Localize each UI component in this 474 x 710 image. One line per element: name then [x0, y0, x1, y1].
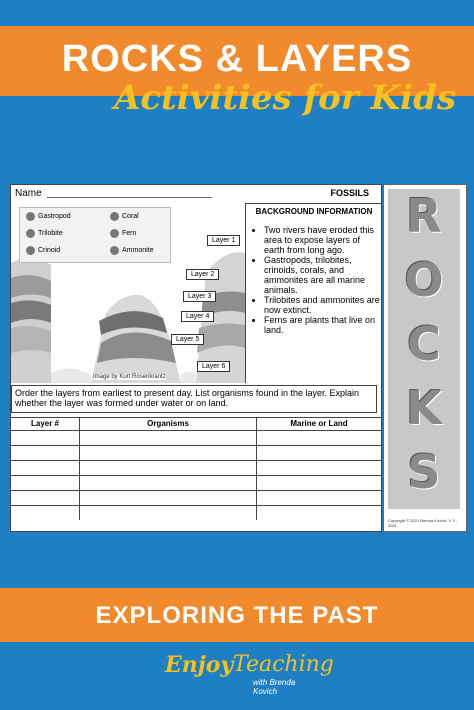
- table-header-row: [11, 417, 381, 431]
- gastropod-icon: [26, 212, 35, 221]
- bottom-title: EXPLORING THE PAST: [95, 602, 379, 629]
- logo-byline: with Brenda Kovich: [253, 678, 296, 696]
- table-row[interactable]: [11, 476, 381, 491]
- legend-coral: Coral: [110, 212, 139, 221]
- crinoid-icon: [26, 246, 35, 255]
- ammonite-icon: [110, 246, 119, 255]
- logo-word-enjoy: Enjoy: [165, 652, 234, 678]
- page-title: ROCKS & LAYERS: [61, 38, 413, 80]
- rocks-panel: [383, 184, 467, 532]
- header-organisms: Organisms: [80, 418, 257, 430]
- rocks-letter: O: [404, 253, 444, 307]
- trilobite-icon: [26, 229, 35, 238]
- page-subtitle: Activities for Kids: [113, 78, 456, 118]
- rocks-letter: S: [407, 445, 441, 499]
- layer-label-2: Layer 2: [186, 269, 219, 280]
- background-point: • Ferns are plants that live on land.: [264, 315, 381, 335]
- table-row[interactable]: [11, 431, 381, 446]
- table-row[interactable]: [11, 491, 381, 506]
- table-row[interactable]: [11, 506, 381, 520]
- rocks-letter: R: [406, 189, 442, 243]
- header-layer: Layer #: [11, 418, 80, 430]
- legend-gastropod: Gastropod: [26, 212, 71, 221]
- fossil-legend: [19, 207, 171, 263]
- name-line: [47, 197, 212, 198]
- legend-trilobite: Trilobite: [26, 229, 63, 238]
- layer-label-3: Layer 3: [183, 291, 216, 302]
- background-title: BACKGROUND INFORMATION: [255, 207, 373, 216]
- header-marine-land: Marine or Land: [290, 419, 348, 428]
- name-row: [11, 185, 381, 204]
- worksheet: [10, 184, 382, 532]
- rocks-letters: [388, 189, 460, 509]
- table-row[interactable]: [11, 446, 381, 461]
- legend-crinoid: Crinoid: [26, 246, 60, 255]
- fern-icon: [110, 229, 119, 238]
- bottom-banner: [0, 588, 474, 642]
- logo-word-teaching: Teaching: [233, 652, 334, 677]
- layer-label-4: Layer 4: [181, 311, 214, 322]
- legend-fern: Fern: [110, 229, 136, 238]
- background-list: [247, 225, 381, 335]
- image-credit: Image by Kurt Rosenkrantz: [93, 374, 166, 380]
- background-point: • Trilobites and ammonites are now extinct.: [264, 295, 381, 315]
- section-label: FOSSILS: [330, 188, 369, 198]
- background-point: • Gastropods, trilobites, crinoids, corals, and ammonites are all marine animals.: [264, 255, 381, 295]
- layer-label-6: Layer 6: [197, 361, 230, 372]
- copyright-text: Copyright © 2021 Brenda Kovich, V 3 - 2021: [388, 518, 457, 528]
- enjoy-teaching-logo: [165, 652, 334, 702]
- rocks-letter: C: [407, 317, 441, 371]
- layers-table: [11, 417, 381, 531]
- instructions: Order the layers from earliest to present day. List organisms found in the layer. Explain whether the layer was formed under water or on land.: [11, 385, 377, 413]
- rocks-letter: K: [406, 381, 442, 435]
- name-label: Name: [15, 188, 42, 199]
- legend-ammonite: Ammonite: [110, 246, 154, 255]
- table-row[interactable]: [11, 461, 381, 476]
- background-information: [247, 203, 381, 383]
- layer-label-5: Layer 5: [171, 334, 204, 345]
- background-point: • Two rivers have eroded this area to expose layers of earth from long ago.: [264, 225, 381, 255]
- coral-icon: [110, 212, 119, 221]
- layer-label-1: Layer 1: [207, 235, 240, 246]
- rock-layers-diagram: [11, 203, 246, 383]
